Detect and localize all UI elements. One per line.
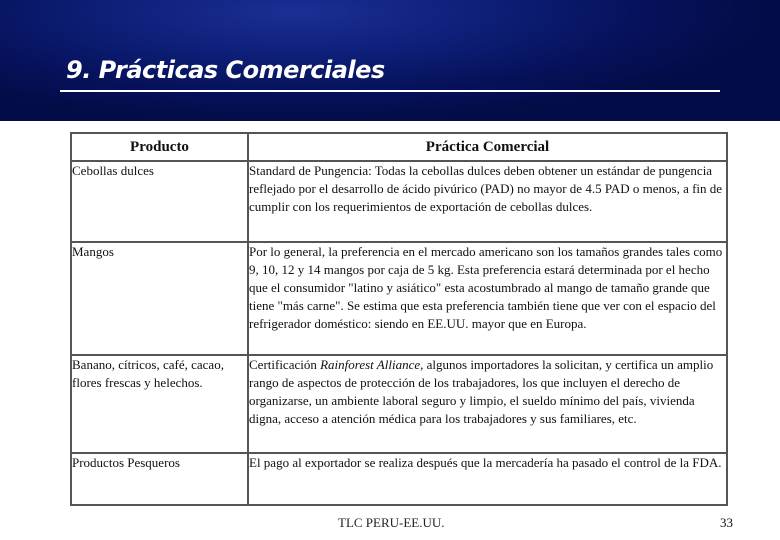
table-row — [71, 453, 727, 505]
header-product: Producto — [71, 133, 248, 161]
trade-practices-table — [70, 132, 728, 506]
product-cell: Productos Pesqueros — [71, 453, 248, 505]
practice-cell — [248, 355, 727, 453]
header-practice: Práctica Comercial — [248, 133, 727, 161]
product-cell: Banano, cítricos, café, cacao, flores frescas y helechos. — [71, 355, 248, 453]
slide-footer: TLC PERU-EE.UU. — [338, 515, 445, 530]
practice-cell: El pago al exportador se realiza después que la mercadería ha pasado el control de la FDA. — [248, 453, 727, 505]
practice-text-prefix: Certificación — [249, 357, 321, 372]
rainforest-alliance-text: Rainforest Alliance — [320, 357, 421, 372]
product-cell: Cebollas dulces — [71, 161, 248, 242]
practice-text-suffix: , algunos importadores la solicitan, y certifica un amplio rango de aspectos de protección de los trabajadores, los que incluyen el derecho de organizarse, un ambiente laboral seguro y limpio, el sueldo mínimo del país, vivienda digna, acceso a atención médica para los trabajadores y sus familiares, etc. — [249, 357, 714, 426]
table-header-row — [71, 133, 727, 161]
title-underline — [60, 90, 720, 92]
page-number: 33 — [720, 515, 733, 530]
title-banner — [0, 0, 780, 121]
practice-cell: Standard de Pungencia: Todas la cebollas dulces deben obtener un estándar de pungencia reflejado por el desarrollo de ácido pivúrico (PAD) no mayor de 4.5 PAD o menos, a fin de cumplir con los requerimientos de exportación de cebollas dulces. — [248, 161, 727, 242]
table-row — [71, 161, 727, 242]
product-cell: Mangos — [71, 242, 248, 355]
table-row — [71, 242, 727, 355]
table-row — [71, 355, 727, 453]
slide-title: 9. Prácticas Comerciales — [66, 56, 385, 84]
practice-cell: Por lo general, la preferencia en el mercado americano son los tamaños grandes tales como 9, 10, 12 y 14 mangos por caja de 5 kg. Esta preferencia estará determinada por el hecho que el consumidor "latino y asiático" esta acostumbrado al mango de tamaño grande que tiene "más carne". Se estima que esta preferencia también tiene que ver con el espacio del refrigerador doméstico: siendo en EE.UU. mayor que en Europa. — [248, 242, 727, 355]
